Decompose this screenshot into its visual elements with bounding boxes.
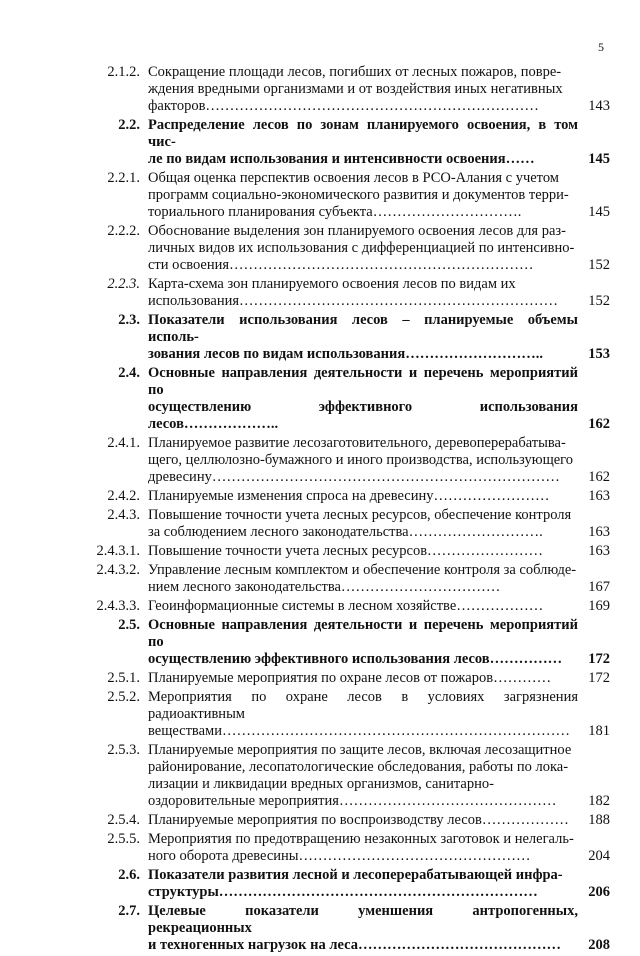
toc-entry bbox=[80, 689, 610, 740]
toc-entry-title-line: структуры………………………………………………………… bbox=[148, 884, 538, 900]
toc-entry-title-line: Планируемые мероприятия по защите лесов, включая лесозащитное bbox=[148, 742, 572, 758]
toc-entry-number: 2.4.3. bbox=[107, 507, 140, 523]
toc-entry-number: 2.2. bbox=[118, 117, 140, 133]
toc-entry-title-line: Управление лесным комплектом и обеспечение контроля за соблюде- bbox=[148, 562, 577, 578]
toc-entry-title-line: Планируемые изменения спроса на древесину…………………… bbox=[148, 488, 550, 504]
toc-entry-number: 2.4.2. bbox=[107, 488, 140, 504]
toc-entry-title-line: щего, целлюлозно-бумажного и иного производства, использующего bbox=[148, 452, 574, 468]
toc-entry-number: 2.4.3.3. bbox=[96, 598, 140, 614]
toc-entry-body bbox=[148, 435, 610, 486]
toc-entry-number: 2.6. bbox=[118, 867, 140, 883]
toc-entry-title-line: Основные направления деятельности и перечень мероприятий по bbox=[148, 617, 578, 650]
toc-entry bbox=[80, 742, 610, 810]
toc-entry-page: 152 bbox=[582, 293, 610, 310]
toc-entry-page: 145 bbox=[582, 204, 610, 221]
toc-entry-title-line: осуществлению эффективного использования лесов……………….. bbox=[148, 399, 578, 432]
toc-entry-page: 169 bbox=[582, 598, 610, 615]
toc-entry-page: 145 bbox=[582, 151, 610, 168]
toc-entry-body bbox=[148, 867, 610, 901]
toc-entry-title-line: Обоснование выделения зон планируемого освоения лесов для раз- bbox=[148, 223, 566, 239]
toc-entry-body bbox=[148, 831, 610, 865]
toc-entry-body bbox=[148, 617, 610, 668]
toc-entry-title-line: зования лесов по видам использования……………………….. bbox=[148, 346, 543, 362]
toc-entry bbox=[80, 831, 610, 865]
page-number: 5 bbox=[598, 40, 604, 54]
toc-entry-title-line: Распределение лесов по зонам планируемого освоения, в том чис- bbox=[148, 117, 578, 150]
toc-entry-body bbox=[148, 543, 610, 560]
toc-entry-title-line: ного оборота древесины………………………………………… bbox=[148, 848, 531, 864]
toc-entry-page: 143 bbox=[582, 98, 610, 115]
toc-entry-body bbox=[148, 276, 610, 310]
toc-entry-title-line: оздоровительные мероприятия……………………………………… bbox=[148, 793, 557, 809]
toc-entry-title-line: за соблюдением лесного законодательства………………………. bbox=[148, 524, 543, 540]
toc-entry-body bbox=[148, 812, 610, 829]
toc-entry-page: 162 bbox=[582, 469, 610, 486]
toc-entry bbox=[80, 617, 610, 668]
toc-entry-body bbox=[148, 64, 610, 115]
toc-entry-page: 172 bbox=[582, 651, 610, 668]
toc-entry-body bbox=[148, 562, 610, 596]
toc-entry-body bbox=[148, 903, 610, 954]
toc-entry-number: 2.5.2. bbox=[107, 689, 140, 705]
toc-entry-number: 2.5.3. bbox=[107, 742, 140, 758]
toc-entry bbox=[80, 543, 610, 560]
toc-entry-page: 208 bbox=[582, 937, 610, 954]
toc-entry-body bbox=[148, 170, 610, 221]
toc-entry-body bbox=[148, 742, 610, 810]
toc-entry-page: 167 bbox=[582, 579, 610, 596]
toc-entry-title-line: Мероприятия по предотвращению незаконных заготовок и нелегаль- bbox=[148, 831, 574, 847]
toc-entry-page: 163 bbox=[582, 488, 610, 505]
toc-entry-number: 2.5.5. bbox=[107, 831, 140, 847]
toc-entry-number: 2.2.1. bbox=[107, 170, 140, 186]
toc-entry-page: 163 bbox=[582, 524, 610, 541]
toc-entry-title-line: Карта-схема зон планируемого освоения лесов по видам их bbox=[148, 276, 516, 292]
table-of-contents bbox=[80, 64, 610, 956]
toc-entry bbox=[80, 488, 610, 505]
toc-entry-body bbox=[148, 312, 610, 363]
toc-entry bbox=[80, 276, 610, 310]
toc-entry-title-line: районирование, лесопатологические обследования, работы по лока- bbox=[148, 759, 569, 775]
toc-entry-page: 181 bbox=[582, 723, 610, 740]
toc-entry-page: 163 bbox=[582, 543, 610, 560]
toc-entry bbox=[80, 670, 610, 687]
toc-entry-number: 2.1.2. bbox=[107, 64, 140, 80]
toc-entry-title-line: древесину……………………………………………………………… bbox=[148, 469, 560, 485]
toc-entry-page: 188 bbox=[582, 812, 610, 829]
toc-entry-page: 204 bbox=[582, 848, 610, 865]
toc-entry bbox=[80, 117, 610, 168]
toc-entry-number: 2.4.3.2. bbox=[96, 562, 140, 578]
toc-entry bbox=[80, 170, 610, 221]
toc-entry-title-line: сти освоения……………………………………………………… bbox=[148, 257, 534, 273]
toc-entry-number: 2.4.3.1. bbox=[96, 543, 140, 559]
toc-entry bbox=[80, 223, 610, 274]
toc-entry bbox=[80, 507, 610, 541]
toc-entry-title-line: ториального планирования субъекта…………………………. bbox=[148, 204, 522, 220]
toc-entry bbox=[80, 562, 610, 596]
toc-entry-title-line: Показатели использования лесов – планируемые объемы исполь- bbox=[148, 312, 578, 345]
toc-entry-body bbox=[148, 365, 610, 433]
toc-entry-number: 2.3. bbox=[118, 312, 140, 328]
toc-entry bbox=[80, 867, 610, 901]
toc-entry-page: 206 bbox=[582, 884, 610, 901]
toc-entry-title-line: Общая оценка перспектив освоения лесов в РСО-Алания с учетом bbox=[148, 170, 559, 186]
toc-entry-page: 182 bbox=[582, 793, 610, 810]
toc-entry-body bbox=[148, 507, 610, 541]
toc-entry-title-line: Показатели развития лесной и лесоперерабатывающей инфра- bbox=[148, 867, 563, 883]
toc-entry bbox=[80, 435, 610, 486]
toc-entry-page: 153 bbox=[582, 346, 610, 363]
toc-entry-title-line: нием лесного законодательства…………………………… bbox=[148, 579, 501, 595]
toc-entry-title-line: Повышение точности учета лесных ресурсов, обеспечение контроля bbox=[148, 507, 572, 523]
toc-entry-title-line: ждения вредными организмами и от воздействия иных негативных bbox=[148, 81, 563, 97]
toc-entry bbox=[80, 365, 610, 433]
toc-entry-title-line: Основные направления деятельности и перечень мероприятий по bbox=[148, 365, 578, 398]
toc-entry-title-line: использования………………………………………………………… bbox=[148, 293, 559, 309]
toc-entry-title-line: программ социально-экономического развития и документов терри- bbox=[148, 187, 569, 203]
toc-entry bbox=[80, 598, 610, 615]
toc-entry-title-line: Планируемое развитие лесозаготовительного, деревоперерабатыва- bbox=[148, 435, 566, 451]
toc-entry-number: 2.2.3. bbox=[107, 276, 140, 292]
toc-entry-title-line: Сокращение площади лесов, погибших от лесных пожаров, повре- bbox=[148, 64, 562, 80]
toc-entry-body bbox=[148, 223, 610, 274]
toc-entry-page: 172 bbox=[582, 670, 610, 687]
toc-entry bbox=[80, 812, 610, 829]
toc-entry bbox=[80, 64, 610, 115]
toc-entry-page: 162 bbox=[582, 416, 610, 433]
toc-entry-number: 2.5.1. bbox=[107, 670, 140, 686]
toc-entry-title-line: Планируемые мероприятия по воспроизводству лесов……………… bbox=[148, 812, 569, 828]
toc-entry-title-line: факторов…………………………………………………………… bbox=[148, 98, 539, 114]
toc-entry-title-line: Целевые показатели уменшения антропогенных, рекреационных bbox=[148, 903, 578, 936]
toc-entry-title-line: Планируемые мероприятия по охране лесов от пожаров………… bbox=[148, 670, 552, 686]
toc-entry-number: 2.5. bbox=[118, 617, 140, 633]
toc-entry-title-line: Повышение точности учета лесных ресурсов…………………… bbox=[148, 543, 544, 559]
toc-entry bbox=[80, 903, 610, 954]
toc-entry-number: 2.2.2. bbox=[107, 223, 140, 239]
toc-entry-number: 2.4. bbox=[118, 365, 140, 381]
toc-entry-body bbox=[148, 598, 610, 615]
toc-entry-title-line: осуществлению эффективного использования лесов…………… bbox=[148, 651, 563, 667]
toc-entry-body bbox=[148, 488, 610, 505]
toc-entry-body bbox=[148, 117, 610, 168]
toc-entry-title-line: личных видов их использования с дифференциацией по интенсивно- bbox=[148, 240, 575, 256]
toc-entry-body bbox=[148, 670, 610, 687]
toc-entry-page: 152 bbox=[582, 257, 610, 274]
toc-entry-title-line: Геоинформационные системы в лесном хозяйстве……………… bbox=[148, 598, 544, 614]
toc-entry-title-line: лизации и ликвидации вредных организмов, санитарно- bbox=[148, 776, 494, 792]
toc-entry-body bbox=[148, 689, 610, 740]
toc-entry-title-line: ле по видам использования и интенсивности освоения…… bbox=[148, 151, 535, 167]
toc-entry bbox=[80, 312, 610, 363]
toc-entry-title-line: Мероприятия по охране лесов в условиях загрязнения радиоактивным bbox=[148, 689, 578, 722]
toc-entry-title-line: и техногенных нагрузок на леса…………………………………… bbox=[148, 937, 561, 953]
toc-entry-title-line: веществами……………………………………………………………… bbox=[148, 723, 570, 739]
toc-entry-number: 2.4.1. bbox=[107, 435, 140, 451]
toc-entry-number: 2.7. bbox=[118, 903, 140, 919]
toc-entry-number: 2.5.4. bbox=[107, 812, 140, 828]
